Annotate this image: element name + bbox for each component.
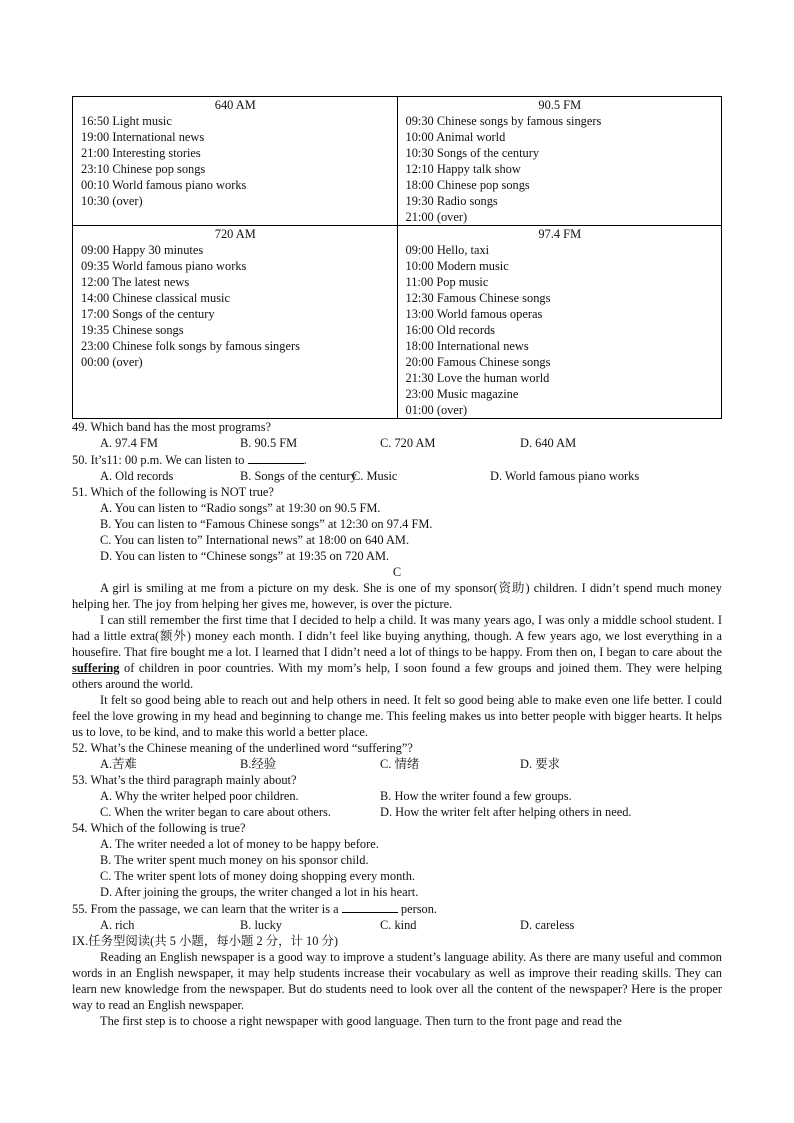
program-item: 18:00 International news (405, 339, 529, 353)
program-item: 10:00 Modern music (405, 259, 509, 273)
passage-c (72, 580, 722, 740)
program-item: 19:00 International news (81, 130, 205, 144)
section-heading: IX.任务型阅读(共 5 小题，每小题 2 分，计 10 分) (72, 934, 339, 948)
paragraph-text: of children in poor countries. With my mom’s help, I soon found a few groups and joined them. They were helping others around the world. (72, 661, 722, 691)
program-item: 20:00 Famous Chinese songs (405, 355, 551, 369)
option-d[interactable]: D. After joining the groups, the writer changed a lot in his heart. (100, 885, 419, 899)
section-heading: C (392, 565, 402, 579)
question-55 (72, 900, 722, 933)
station-name: 90.5 FM (538, 98, 582, 112)
option-a[interactable]: A. rich (100, 918, 135, 932)
schedule-row (73, 226, 722, 419)
station-name: 97.4 FM (538, 227, 582, 241)
option-row (72, 468, 722, 484)
option-c[interactable]: C. 720 AM (380, 436, 436, 450)
option-a[interactable]: A. You can listen to “Radio songs” at 19:30 on 90.5 FM. (100, 501, 381, 515)
question-stem (72, 451, 722, 468)
question-49 (72, 419, 722, 451)
station-cell (397, 97, 722, 226)
program-item: 14:00 Chinese classical music (81, 291, 231, 305)
option-d[interactable]: D. You can listen to “Chinese songs” at 19:35 on 720 AM. (100, 549, 390, 563)
option-c[interactable]: C. kind (380, 918, 417, 932)
stem-text: 55. From the passage, we can learn that the writer is a (72, 902, 339, 916)
paragraph: The first step is to choose a right newspaper with good language. Then turn to the front page and read the (100, 1014, 622, 1028)
program-item: 16:50 Light music (81, 114, 172, 128)
station-name: 640 AM (214, 98, 256, 112)
program-item: 09:35 World famous piano works (81, 259, 247, 273)
program-item: 10:30 (over) (81, 194, 143, 208)
program-item: 09:00 Hello, taxi (405, 243, 490, 257)
program-item: 16:00 Old records (405, 323, 495, 337)
program-item: 09:30 Chinese songs by famous singers (405, 114, 602, 128)
question-stem: 53. What’s the third paragraph mainly about? (72, 773, 297, 787)
answer-blank[interactable] (342, 900, 398, 913)
question-stem: 52. What’s the Chinese meaning of the underlined word “suffering”? (72, 741, 413, 755)
question-stem: 54. Which of the following is true? (72, 821, 246, 835)
option-b[interactable]: B. lucky (240, 918, 282, 932)
option-c[interactable]: C. The writer spent lots of money doing shopping every month. (100, 869, 416, 883)
option-b[interactable]: B. The writer spent much money on his sponsor child. (100, 853, 369, 867)
question-51 (72, 484, 722, 564)
passage-ix (72, 949, 722, 1029)
option-c[interactable]: C. Music (352, 469, 398, 483)
schedule-row (73, 97, 722, 226)
answer-blank[interactable] (248, 451, 304, 464)
underlined-word: suffering (72, 661, 120, 675)
option-b[interactable]: B. How the writer found a few groups. (380, 789, 572, 803)
program-item: 19:30 Radio songs (405, 194, 498, 208)
radio-schedule-table (72, 96, 722, 419)
program-item: 12:00 The latest news (81, 275, 190, 289)
option-b[interactable]: B. Songs of the century (240, 469, 357, 483)
question-53 (72, 772, 722, 820)
option-b[interactable]: B. 90.5 FM (240, 436, 298, 450)
option-a[interactable]: A.苦难 (100, 757, 137, 771)
option-d[interactable]: D. 640 AM (520, 436, 577, 450)
program-item: 19:35 Chinese songs (81, 323, 184, 337)
option-a[interactable]: A. The writer needed a lot of money to be happy before. (100, 837, 379, 851)
program-item: 21:00 (over) (405, 210, 468, 224)
question-52 (72, 740, 722, 772)
option-d[interactable]: D. careless (520, 918, 575, 932)
program-item: 21:30 Love the human world (405, 371, 550, 385)
program-item: 12:10 Happy talk show (405, 162, 521, 176)
option-c[interactable]: C. When the writer began to care about others. (100, 805, 331, 819)
option-a[interactable]: A. Old records (100, 469, 174, 483)
option-row (72, 435, 722, 451)
program-item: 00:10 World famous piano works (81, 178, 247, 192)
stem-end: person. (400, 902, 438, 916)
option-row (72, 917, 722, 933)
option-d[interactable]: D. World famous piano works (490, 469, 640, 483)
option-row (72, 756, 722, 772)
station-cell (73, 97, 398, 226)
program-item: 18:00 Chinese pop songs (405, 178, 530, 192)
option-b[interactable]: B. You can listen to “Famous Chinese songs” at 12:30 on 97.4 FM. (100, 517, 433, 531)
paragraph (72, 612, 722, 692)
stem-end: . (303, 453, 307, 467)
station-cell (73, 226, 398, 419)
program-item: 09:00 Happy 30 minutes (81, 243, 204, 257)
program-item: 23:10 Chinese pop songs (81, 162, 206, 176)
question-stem (72, 900, 722, 917)
program-item: 00:00 (over) (81, 355, 143, 369)
program-item: 12:30 Famous Chinese songs (405, 291, 551, 305)
option-c[interactable]: C. You can listen to” International news” at 18:00 on 640 AM. (100, 533, 410, 547)
paragraph: It felt so good being able to reach out and help others in need. It felt so good being able to make even one life better. I could feel the love growing in my head and beginning to change me. This feeling makes us into better people with bigger hearts. It helps us to love, to be kind, and to make this world a better place. (72, 693, 722, 739)
station-cell (397, 226, 722, 419)
option-c[interactable]: C. 情绪 (380, 757, 420, 771)
program-item: 17:00 Songs of the century (81, 307, 215, 321)
program-item: 10:00 Animal world (405, 130, 506, 144)
program-item: 23:00 Music magazine (405, 387, 519, 401)
option-a[interactable]: A. Why the writer helped poor children. (100, 789, 299, 803)
program-item: 10:30 Songs of the century (405, 146, 540, 160)
question-54 (72, 820, 722, 900)
option-row (72, 804, 722, 820)
program-item: 21:00 Interesting stories (81, 146, 201, 160)
option-d[interactable]: D. 要求 (520, 757, 560, 771)
option-a[interactable]: A. 97.4 FM (100, 436, 158, 450)
stem-text: 50. It’s11: 00 p.m. We can listen to (72, 453, 245, 467)
question-stem: 49. Which band has the most programs? (72, 420, 272, 434)
exam-page (72, 96, 722, 1029)
option-row (72, 788, 722, 804)
question-50 (72, 451, 722, 484)
option-d[interactable]: D. How the writer felt after helping others in need. (380, 805, 632, 819)
program-item: 23:00 Chinese folk songs by famous singers (81, 339, 300, 353)
paragraph-text: I can still remember the first time that I decided to help a child. It was many years ago, I was only a middle school student. I had a little extra(额外) money each month. I didn’t feel like buying anything, though. A few years ago, we lost everything in a housefire. That fire bought me a lot. I learned that I didn’t need a lot of things to be happy. From then on, I began to care about the (72, 613, 722, 659)
question-stem: 51. Which of the following is NOT true? (72, 485, 274, 499)
program-item: 13:00 World famous operas (405, 307, 543, 321)
option-b[interactable]: B.经验 (240, 757, 277, 771)
station-name: 720 AM (214, 227, 256, 241)
program-item: 01:00 (over) (405, 403, 468, 417)
program-item: 11:00 Pop music (405, 275, 489, 289)
paragraph: A girl is smiling at me from a picture on my desk. She is one of my sponsor(资助) children. I didn’t spend much money helping her. The joy from helping her gives me, however, is over the picture. (72, 581, 722, 611)
paragraph: Reading an English newspaper is a good way to improve a student’s language ability. As there are many useful and common words in an English newspaper, it may help students increase their vocabulary as well as improve their reading skills. They can learn new knowledge from the newspaper. But do students need to look over all the content of the newspaper? Here is the proper way to read an English newspaper. (72, 950, 722, 1012)
